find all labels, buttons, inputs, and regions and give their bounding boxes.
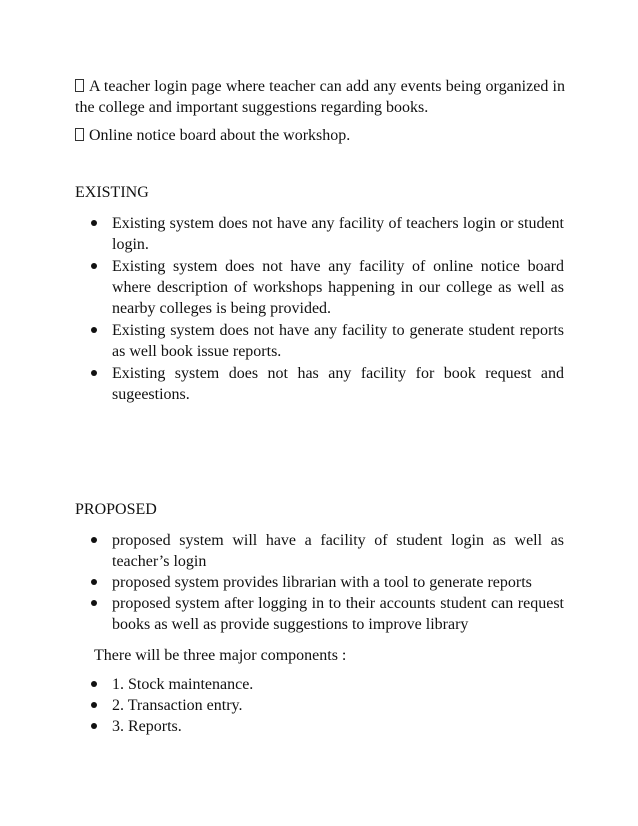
bullet-icon: [91, 263, 97, 269]
intro-item-1: [75, 76, 565, 118]
components-intro: There will be three major components :: [94, 647, 347, 664]
intro-item-2: [75, 125, 565, 146]
bullet-icon: [91, 702, 97, 708]
list-item: [0, 256, 564, 319]
bullet-icon: [91, 370, 97, 376]
list-item: [0, 213, 564, 255]
list-item-text: 2. Transaction entry.: [112, 697, 243, 714]
bullet-icon: [91, 579, 97, 585]
bullet-icon: [91, 327, 97, 333]
list-item-text: Existing system does not have any facility of online notice board where description of workshops happening in our college as well as nearby colleges is being provided.: [112, 258, 564, 317]
list-item: [0, 363, 564, 405]
existing-list: [0, 213, 564, 406]
bullet-icon: [91, 681, 97, 687]
list-item-text: proposed system after logging in to their accounts student can request books as well as provide suggestions to improve library: [112, 595, 564, 633]
intro-item-1-text: A teacher login page where teacher can add any events being organized in the college and important suggestions regarding books.: [75, 78, 565, 116]
bullet-icon: [91, 220, 97, 226]
list-item: [0, 716, 564, 737]
list-item: [0, 674, 564, 695]
list-item-text: 3. Reports.: [112, 718, 182, 735]
bullet-icon: [91, 723, 97, 729]
proposed-list: [0, 530, 564, 635]
list-item-text: 1. Stock maintenance.: [112, 676, 254, 693]
bullet-icon: [91, 600, 97, 606]
missing-glyph-box-icon: [75, 79, 84, 92]
list-item-text: proposed system will have a facility of student login as well as teacher’s login: [112, 532, 564, 570]
list-item: [0, 572, 564, 593]
intro-item-2-text: Online notice board about the workshop.: [89, 127, 351, 144]
proposed-heading: PROPOSED: [75, 501, 157, 518]
list-item-text: proposed system provides librarian with a tool to generate reports: [112, 574, 532, 591]
list-item: [0, 593, 564, 635]
missing-glyph-box-icon: [75, 128, 84, 141]
components-list: [0, 674, 564, 737]
bullet-icon: [91, 537, 97, 543]
list-item-text: Existing system does not have any facility of teachers login or student login.: [112, 215, 564, 253]
list-item: [0, 695, 564, 716]
list-item-text: Existing system does not has any facility for book request and sugeestions.: [112, 365, 564, 403]
list-item: [0, 320, 564, 362]
list-item-text: Existing system does not have any facility to generate student reports as well book issue reports.: [112, 322, 564, 360]
list-item: [0, 530, 564, 572]
existing-heading: EXISTING: [75, 184, 149, 201]
